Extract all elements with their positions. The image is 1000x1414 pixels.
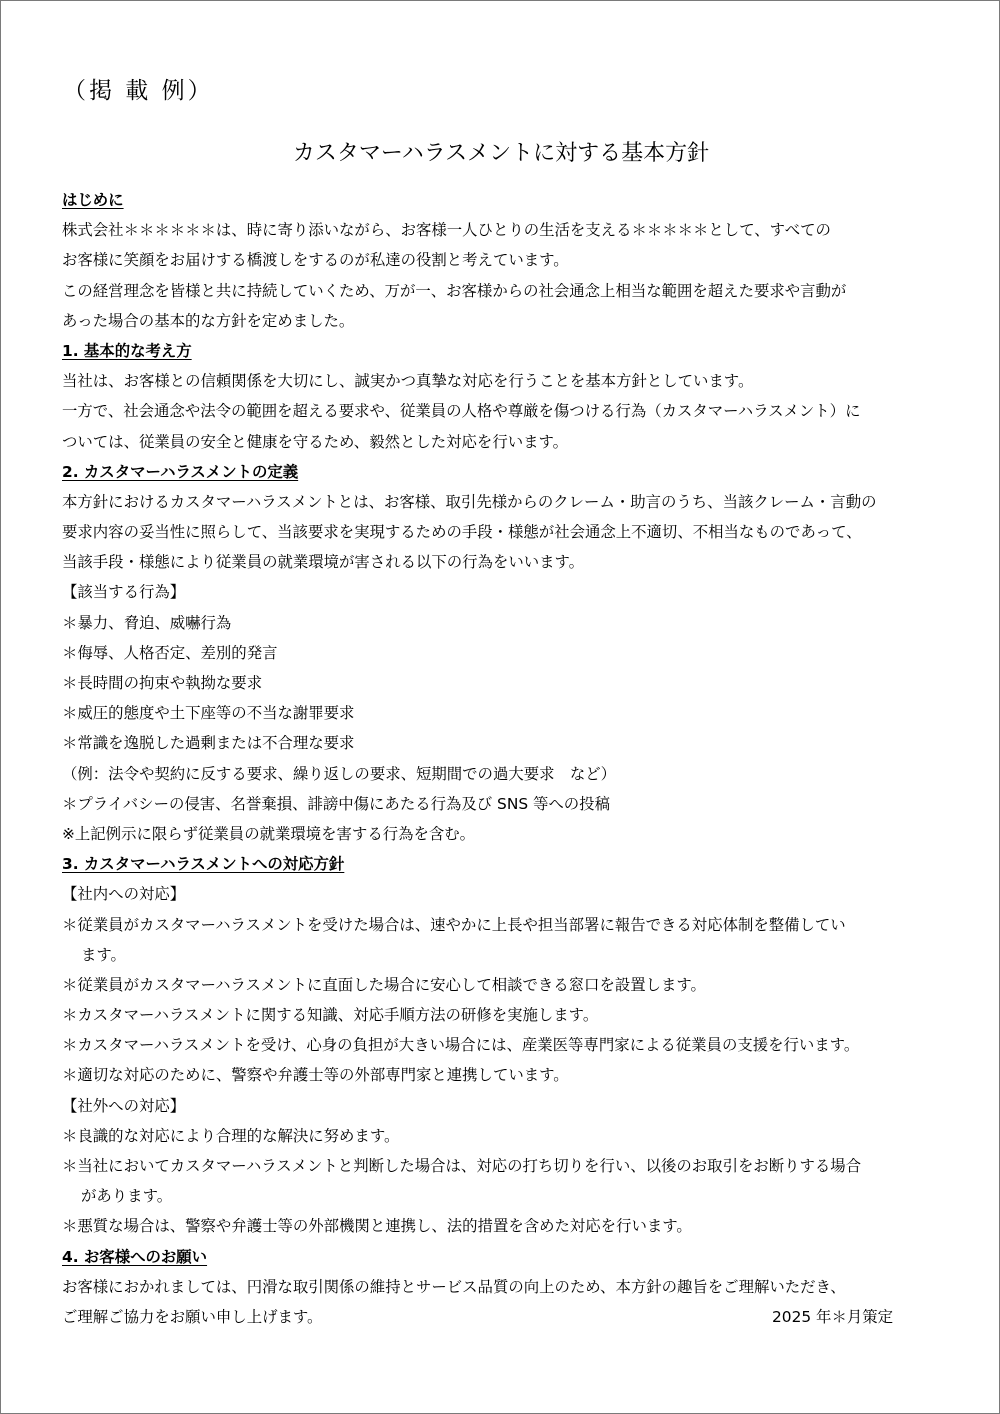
section2-list-item: ＊侮辱、人格否定、差別的発言 bbox=[62, 643, 278, 662]
section1-line: 当社は、お客様との信頼関係を大切にし、誠実かつ真摯な対応を行うことを基本方針としています。 bbox=[62, 372, 754, 391]
section3-heading: 3. カスタマーハラスメントへの対応方針 bbox=[62, 855, 345, 874]
intro-line: この経営理念を皆様と共に持続していくため、万が一、お客様からの社会通念上相当な範囲を超えた要求や言動が bbox=[62, 281, 847, 300]
section2-line: 当該手段・様態により従業員の就業環境が害される以下の行為をいいます。 bbox=[62, 553, 585, 572]
section1-heading: 1. 基本的な考え方 bbox=[62, 341, 192, 360]
section4-heading: 4. お客様へのお願い bbox=[62, 1247, 208, 1266]
section2-line: 要求内容の妥当性に照らして、当該要求を実現するための手段・様態が社会通念上不適切、不相当なものであって、 bbox=[62, 523, 862, 542]
external-list-item-cont: があります。 bbox=[81, 1187, 173, 1206]
internal-list-item: ＊従業員がカスタマーハラスメントに直面した場合に安心して相談できる窓口を設置します。 bbox=[62, 975, 706, 994]
enactment-date: 2025 年＊月策定 bbox=[772, 1307, 894, 1326]
section2-list-item: ＊威圧的態度や土下座等の不当な謝罪要求 bbox=[62, 704, 355, 723]
section2-list-item: ＊長時間の拘束や執拗な要求 bbox=[62, 674, 263, 692]
internal-list-item: ＊適切な対応のために、警察や弁護士等の外部専門家と連携しています。 bbox=[62, 1066, 569, 1085]
external-list-item: ＊悪質な場合は、警察や弁護士等の外部機関と連携し、法的措置を含めた対応を行います。 bbox=[62, 1217, 692, 1236]
section1-line: 一方で、社会通念や法令の範囲を超える要求や、従業員の人格や尊厳を傷つける行為（カスタマーハラスメント）に bbox=[62, 402, 861, 421]
external-list-item: ＊良識的な対応により合理的な解決に努めます。 bbox=[62, 1126, 400, 1145]
section4-last-line bbox=[62, 1302, 952, 1332]
section4-line: ご理解ご協力をお願い申し上げます。 bbox=[62, 1307, 323, 1326]
section2-footnote: ※上記例示に限らず従業員の就業環境を害する行為を含む。 bbox=[62, 824, 476, 843]
section2-heading: 2. カスタマーハラスメントの定義 bbox=[62, 462, 299, 481]
internal-list-item: ＊カスタマーハラスメントに関する知識、対応手順方法の研修を実施します。 bbox=[62, 1006, 599, 1025]
section2-list-item: ＊常識を逸脱した過剰または不合理な要求 bbox=[62, 734, 355, 753]
intro-line: あった場合の基本的な方針を定めました。 bbox=[62, 311, 355, 330]
document-title: カスタマーハラスメントに対する基本方針 bbox=[292, 141, 710, 166]
section2-subheading: 【該当する行為】 bbox=[62, 583, 186, 602]
intro-line: 株式会社＊＊＊＊＊＊は、時に寄り添いながら、お客様一人ひとりの生活を支える＊＊＊＊＊として、すべての bbox=[62, 221, 831, 240]
intro-heading: はじめに bbox=[62, 191, 124, 209]
internal-list-item: ＊従業員がカスタマーハラスメントを受けた場合は、速やかに上長や担当部署に報告できる対応体制を整備してい bbox=[62, 915, 846, 934]
internal-subheading: 【社内への対応】 bbox=[62, 885, 186, 904]
section2-line: 本方針におけるカスタマーハラスメントとは、お客様、取引先様からのクレーム・助言のうち、当該クレーム・言動の bbox=[62, 492, 877, 511]
intro-line: お客様に笑顔をお届けする橋渡しをするのが私達の役割と考えています。 bbox=[62, 251, 569, 270]
internal-list-item-cont: ます。 bbox=[81, 945, 126, 964]
section4-line: お客様におかれましては、円滑な取引関係の維持とサービス品質の向上のため、本方針の趣旨をご理解いただき、 bbox=[62, 1277, 846, 1296]
external-list-item: ＊当社においてカスタマーハラスメントと判断した場合は、対応の打ち切りを行い、以後のお取引をお断りする場合 bbox=[62, 1157, 862, 1175]
example-label: （掲 載 例） bbox=[63, 78, 214, 104]
external-subheading: 【社外への対応】 bbox=[62, 1096, 186, 1115]
section2-list-item: ＊プライバシーの侵害、名誉棄損、誹謗中傷にあたる行為及び SNS 等への投稿 bbox=[62, 794, 610, 813]
internal-list-item: ＊カスタマーハラスメントを受け、心身の負担が大きい場合には、産業医等専門家による従業員の支援を行います。 bbox=[62, 1036, 860, 1055]
section2-example-note: （例：法令や契約に反する要求、繰り返しの要求、短期間での過大要求 など） bbox=[62, 764, 617, 783]
document-body bbox=[62, 185, 952, 1332]
section2-list-item: ＊暴力、脅迫、威嚇行為 bbox=[62, 613, 232, 632]
section1-line: ついては、従業員の安全と健康を守るため、毅然とした対応を行います。 bbox=[62, 432, 569, 451]
